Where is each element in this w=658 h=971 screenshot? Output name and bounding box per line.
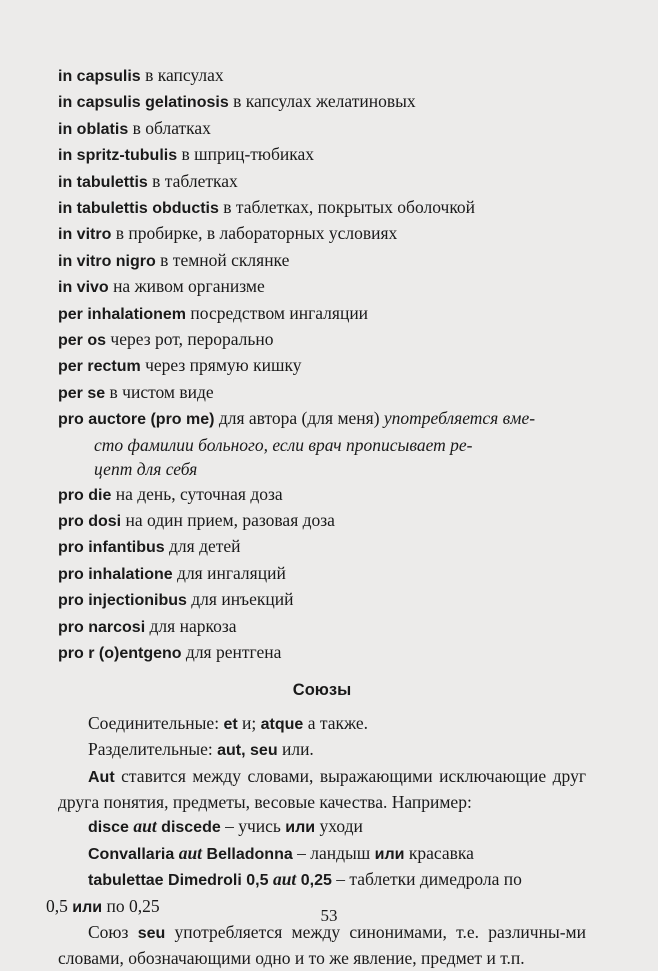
term-entry (58, 353, 586, 379)
page-content (46, 63, 586, 971)
latin-term: in capsulis gelatinosis (58, 94, 229, 112)
latin-term: in vivo (58, 279, 109, 297)
term-entry (58, 63, 586, 89)
term-entry (58, 142, 586, 168)
term-entry (58, 614, 586, 640)
term-entry (58, 327, 586, 353)
term-definition: на день, суточная доза (111, 483, 283, 504)
term-definition: через рот, перорально (106, 329, 274, 350)
latin-term: pro auctore (pro me) (58, 411, 215, 429)
latin-term: pro die (58, 486, 112, 504)
connective-conjunctions-line: Соединительные: et и; atque а также. (88, 712, 368, 733)
latin-term: in tabulettis obductis (58, 200, 219, 218)
term-definition: в чистом виде (105, 381, 214, 402)
latin-term: pro narcosi (58, 618, 146, 636)
seu-explanation-paragraph: Союз seu употребляется между синонимами, т.е. различны-ми словами, обозначающими одно и то же явление, предмет и т.п. (58, 922, 586, 969)
latin-term: per rectum (58, 358, 141, 376)
term-entry (58, 561, 586, 587)
page-number: 53 (320, 906, 338, 925)
term-definition: в капсулах желатиновых (228, 91, 416, 112)
term-definition: на живом организме (108, 276, 265, 297)
term-entry (58, 116, 586, 142)
term-entry (58, 195, 586, 221)
term-definition: посредством ингаляции (186, 302, 369, 323)
usage-note: употребляется вме- (383, 408, 536, 429)
term-definition: для наркоза (145, 615, 237, 636)
example-line-continued: 0,5 или по 0,25 (46, 895, 160, 916)
term-entry (58, 508, 586, 534)
term-entry (58, 89, 586, 115)
latin-term: in tabulettis (58, 173, 148, 191)
term-entry (58, 169, 586, 195)
latin-term: in vitro (58, 226, 112, 244)
term-definition: для детей (164, 536, 241, 557)
latin-term: in vitro nigro (58, 252, 156, 270)
terms-list-top (58, 63, 586, 406)
term-entry (58, 274, 586, 300)
term-entry (58, 301, 586, 327)
latin-term: pro infantibus (58, 539, 165, 557)
term-definition: в таблетках, покрытых оболочкой (218, 197, 476, 218)
term-definition: в капсулах (140, 65, 224, 85)
usage-note: сто фамилии больного, если врач прописывает ре- (94, 434, 473, 455)
term-entry (58, 221, 586, 247)
latin-term: pro r (o)entgeno (58, 644, 182, 662)
example-line: tabulettae Dimedroli 0,5 aut 0,25 – таблетки димедрола по (88, 869, 522, 890)
term-definition: в пробирке, в лабораторных условиях (111, 223, 398, 244)
conjunctions-section (46, 711, 586, 971)
example-line: Convallaria aut Belladonna – ландыш или красавка (88, 842, 474, 863)
latin-term: pro injectionibus (58, 592, 187, 610)
term-entry (58, 587, 586, 613)
term-definition: на один прием, разовая доза (121, 509, 335, 530)
term-entry-pro-auctore (58, 406, 586, 481)
term-definition: для рентгена (181, 641, 282, 662)
term-definition: в облатках (128, 117, 211, 138)
usage-note: цепт для себя (94, 459, 198, 480)
term-entry (58, 534, 586, 560)
term-entry (58, 380, 586, 406)
term-definition: в темной склянке (155, 249, 290, 270)
latin-term: in capsulis (58, 68, 141, 85)
latin-term: in spritz-tubulis (58, 147, 178, 165)
section-heading: Союзы (292, 681, 352, 700)
example-line: disce aut discede – учись или уходи (88, 816, 363, 837)
term-entry (58, 482, 586, 508)
term-definition: для инъекций (186, 589, 294, 610)
term-definition: в таблетках (147, 170, 238, 191)
term-definition: в шприц-тюбиках (177, 144, 315, 165)
latin-term: pro dosi (58, 512, 122, 530)
latin-term: per inhalationem (58, 305, 187, 323)
latin-term: per se (58, 384, 106, 402)
term-entry (58, 248, 586, 274)
terms-list-bottom (58, 482, 586, 667)
term-definition: для ингаляций (172, 562, 286, 583)
latin-term: pro inhalatione (58, 565, 173, 583)
term-entry (58, 640, 586, 666)
term-definition: для автора (для меня) (214, 408, 384, 429)
term-definition: через прямую кишку (140, 355, 302, 376)
disjunctive-conjunctions-line: Разделительные: aut, seu или. (88, 739, 314, 760)
latin-term: in oblatis (58, 120, 129, 138)
latin-term: per os (58, 332, 107, 350)
aut-explanation-paragraph: Aut ставится между словами, выражающими исключающие друг друга понятия, предметы, весовые качества. Например: (58, 765, 586, 812)
